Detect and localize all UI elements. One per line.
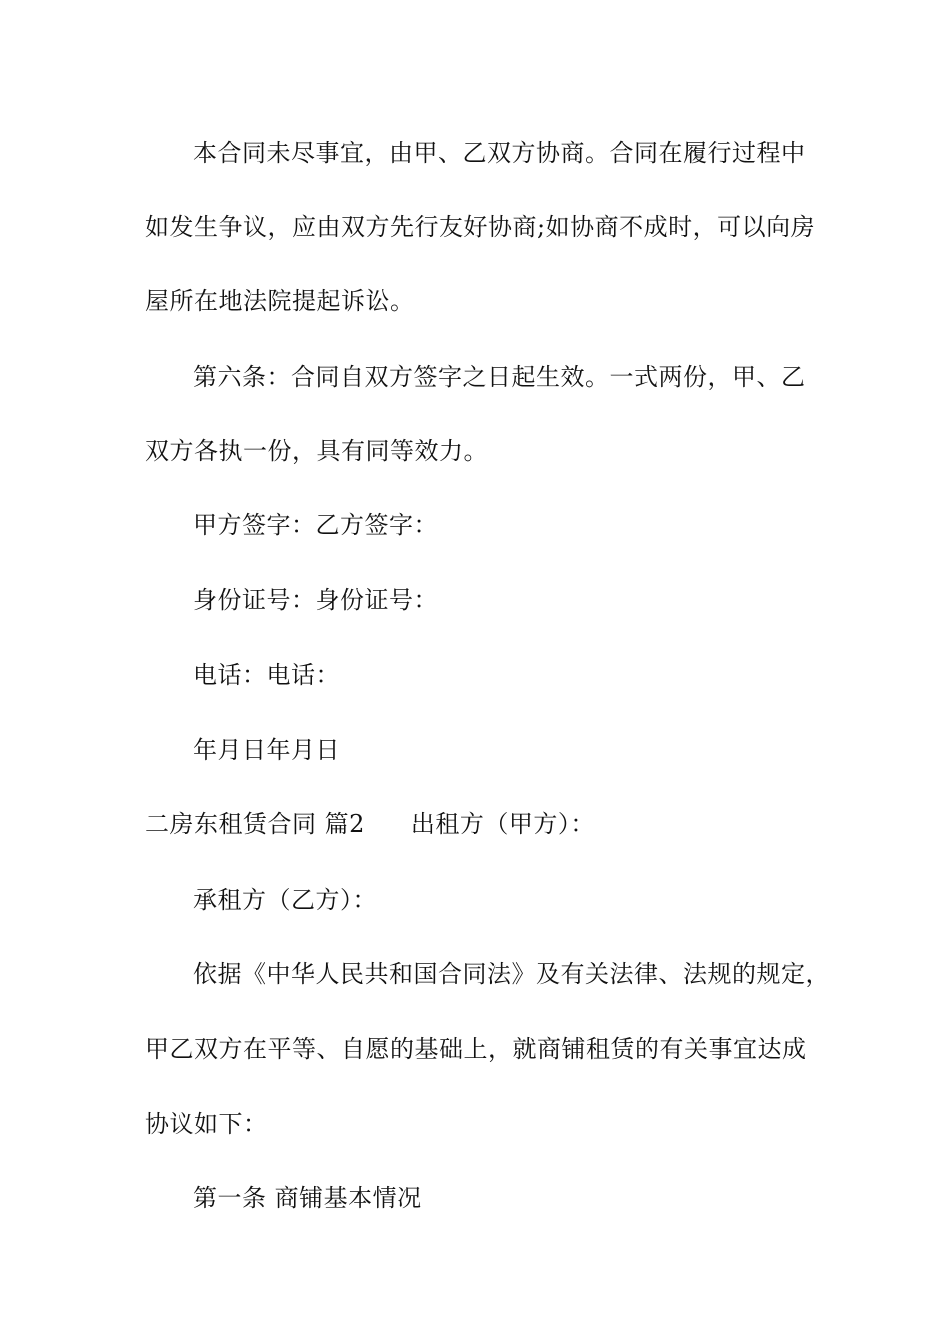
paragraph-line: 协议如下：	[145, 1110, 268, 1138]
section-heading-line	[145, 808, 595, 840]
article-heading: 第一条 商铺基本情况	[193, 1184, 422, 1212]
paragraph-line: 双方各执一份，具有同等效力。	[145, 437, 488, 465]
date-line: 年月日年月日	[193, 736, 340, 764]
paragraph-line: 第六条：合同自双方签字之日起生效。一式两份，甲、乙	[193, 363, 806, 391]
lessee-label: 承租方（乙方）：	[193, 886, 377, 914]
section-heading: 二房东租赁合同 篇2	[145, 810, 365, 838]
id-number-line: 身份证号：身份证号：	[193, 586, 438, 614]
paragraph-line: 屋所在地法院提起诉讼。	[145, 287, 415, 315]
phone-line: 电话：电话：	[193, 661, 340, 689]
paragraph-line: 本合同未尽事宜，由甲、乙双方协商。合同在履行过程中	[193, 139, 806, 167]
paragraph-line: 甲乙双方在平等、自愿的基础上，就商铺租赁的有关事宜达成	[145, 1035, 807, 1063]
signature-line: 甲方签字：乙方签字：	[193, 511, 438, 539]
lessor-label: 出租方（甲方）：	[410, 810, 595, 838]
paragraph-line: 如发生争议，应由双方先行友好协商;如协商不成时，可以向房	[145, 213, 816, 241]
paragraph-line: 依据《中华人民共和国合同法》及有关法律、法规的规定，	[193, 960, 830, 988]
